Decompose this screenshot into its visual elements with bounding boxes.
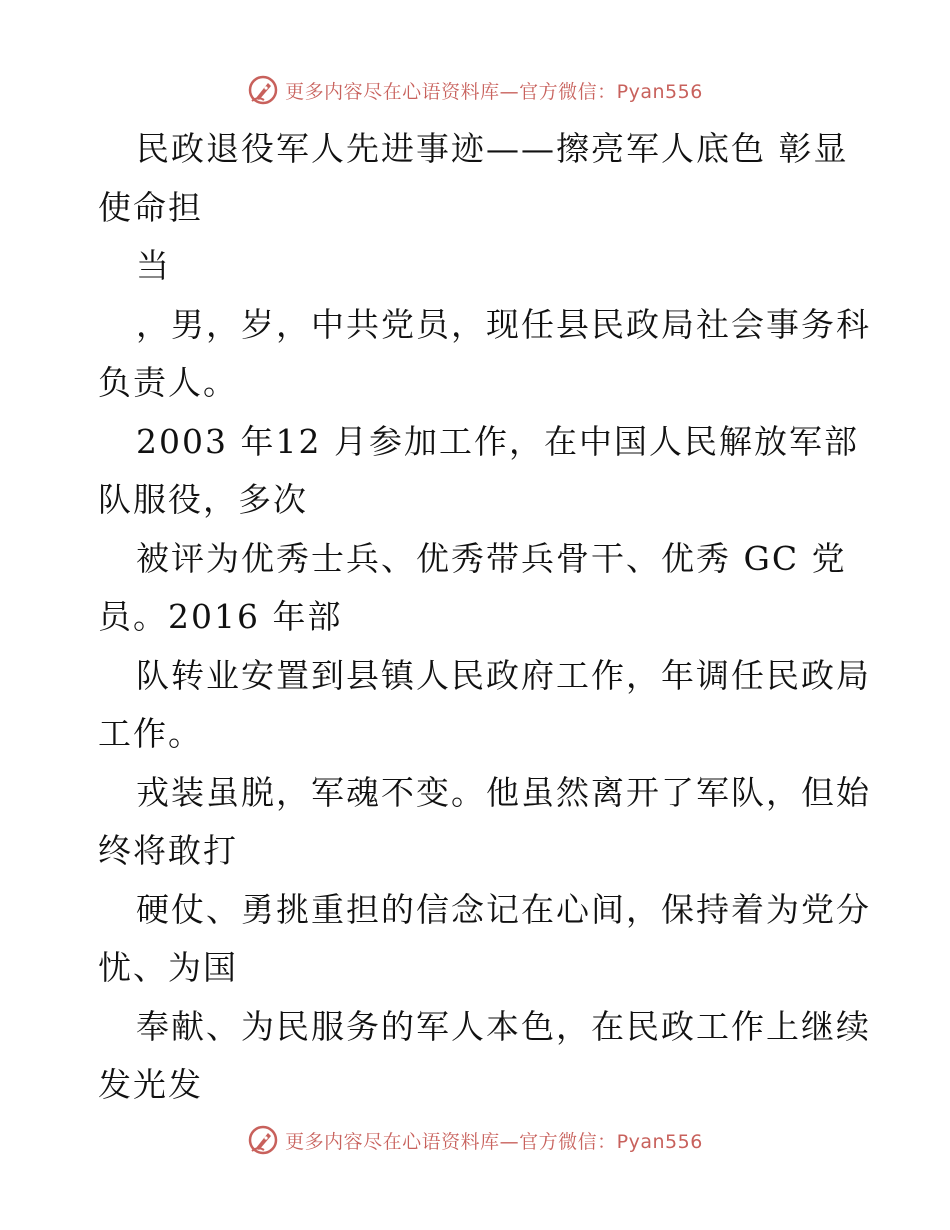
document-body — [98, 120, 871, 1115]
text-line: 2003 年12 月参加工作，在中国人民解放军部 — [136, 421, 859, 461]
header-watermark-banner — [0, 72, 950, 108]
pen-nib-circle-icon — [247, 74, 279, 106]
text-line: 队服役，多次 — [98, 480, 308, 519]
text-line: ，男，岁，中共党员，现任县民政局社会事务科 — [136, 304, 871, 344]
text-line: 队转业安置到县镇人民政府工作，年调任民政局 — [136, 655, 871, 695]
text-line: 奉献、为民服务的军人本色，在民政工作上继续 — [136, 1006, 871, 1046]
text-line: 终将敢打 — [98, 831, 238, 870]
text-line: 当 — [136, 246, 171, 285]
text-line: 忧、为国 — [98, 948, 238, 987]
text-line: 戎装虽脱，军魂不变。他虽然离开了军队，但始 — [136, 772, 871, 812]
text-line: 发光发 — [98, 1065, 203, 1104]
header-banner-text: 更多内容尽在心语资料库—官方微信：Pyan556 — [285, 80, 703, 103]
text-line: 硬仗、勇挑重担的信念记在心间，保持着为党分 — [136, 889, 871, 929]
text-line: 使命担 — [98, 187, 203, 227]
text-line: 被评为优秀士兵、优秀带兵骨干、优秀 GC 党 — [136, 538, 847, 578]
text-line: 负责人。 — [98, 363, 238, 402]
text-line: 工作。 — [98, 714, 203, 753]
footer-banner-text: 更多内容尽在心语资料库—官方微信：Pyan556 — [285, 1130, 703, 1153]
text-line: 民政退役军人先进事迹——擦亮军人底色 彰显 — [136, 129, 849, 168]
pen-nib-circle-icon — [247, 1124, 279, 1156]
text-line: 员。2016 年部 — [98, 597, 343, 636]
footer-watermark-banner — [0, 1122, 950, 1158]
